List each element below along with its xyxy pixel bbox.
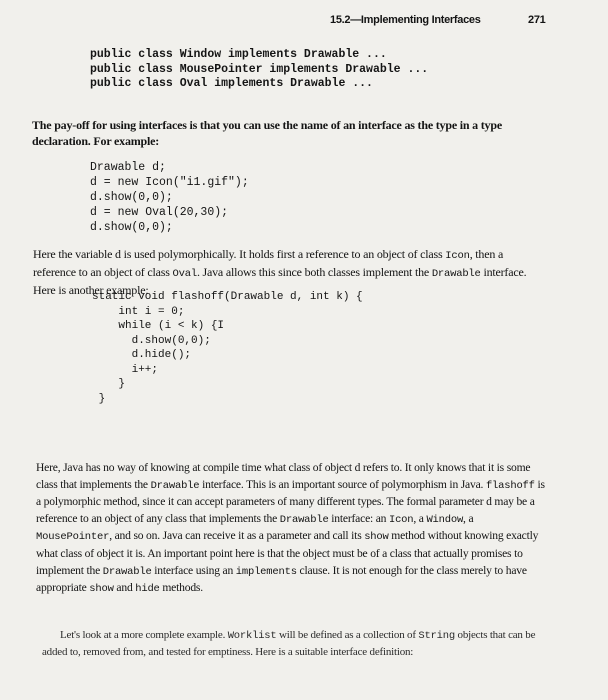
text-run: is a polymorphic method, since it can accept parameters of many different types. The formal parameter d may be a reference to an object of any class that implements the: [36, 477, 545, 525]
text-run: will be defined as a collection of: [276, 629, 419, 641]
text-run: Here, Java has no way of knowing at compile time what class of object d refers to. It only knows that it is some class that implements the: [36, 461, 531, 491]
inline-code: show: [364, 531, 389, 544]
text-run: interface. Here is another example:: [33, 265, 527, 298]
inline-code: Icon: [445, 250, 470, 262]
code-listing-flashoff-method: static void flashoff(Drawable d, int k) { int i = 0; while (i < k) {I d.show(0,0); d.hide(); i++; } }: [92, 291, 363, 405]
inline-code: show: [89, 583, 114, 596]
code-listing-drawable-variable: Drawable d; d = new Icon("i1.gif"); d.show(0,0); d = new Oval(20,30); d.show(0,0);: [90, 161, 249, 234]
inline-code: Drawable: [431, 268, 481, 281]
paragraph-interface-payoff: The pay-off for using interfaces is that you can use the name of an interface as the type in a type declaration. For example:: [32, 118, 502, 149]
text-run: . Java allows this since both classes implement the: [196, 265, 432, 280]
text-run: and: [113, 581, 136, 595]
text-run: , then a reference to an object of class: [33, 247, 504, 280]
inline-code: Icon: [388, 513, 414, 526]
section-title: 15.2—Implementing Interfaces: [330, 14, 481, 26]
text-run: interface using an: [151, 563, 236, 577]
text-run: clause. It is not enough for the class merely to have appropriate: [36, 563, 527, 595]
inline-code: hide: [135, 583, 160, 596]
inline-code: Drawable: [150, 479, 200, 492]
text-run: interface. This is an important source of polymorphism in Java.: [199, 477, 486, 491]
text-run: , and so on. Java can receive it as a parameter and call its: [109, 529, 365, 543]
text-run: objects that can be added to, removed from, and tested for emptiness. Here is a suitable interface definition:: [42, 629, 536, 658]
text-run: methods.: [159, 581, 203, 595]
text-run: Let's look at a more complete example.: [60, 629, 228, 641]
inline-code: Drawable: [279, 513, 329, 526]
text-run: , a: [413, 511, 427, 525]
inline-code: Drawable: [102, 565, 152, 578]
inline-code: Worklist: [227, 630, 277, 642]
inline-code: MousePointer: [36, 531, 110, 544]
inline-code: flashoff: [485, 479, 535, 492]
inline-code: Window: [426, 513, 464, 526]
inline-code: String: [418, 630, 455, 642]
running-header: [330, 14, 546, 26]
page-number: 271: [528, 14, 546, 26]
text-run: Here the variable d is used polymorphically. It holds first a reference to an object of class: [33, 247, 446, 261]
paragraph-worklist-intro: [42, 628, 542, 660]
code-listing-class-declarations: public class Window implements Drawable ... public class MousePointer implements Drawable ... public class Oval implements Drawable ...: [90, 48, 429, 90]
text-run: , a: [463, 511, 474, 525]
text-run: method without knowing exactly what class of object it is. An important point here is that the object must be of a class that actually promises to implement the: [36, 529, 539, 577]
text-run: interface: an: [328, 511, 389, 525]
inline-code: implements: [235, 565, 297, 578]
paragraph-flashoff-explanation: [36, 460, 546, 598]
inline-code: Oval: [172, 268, 197, 281]
